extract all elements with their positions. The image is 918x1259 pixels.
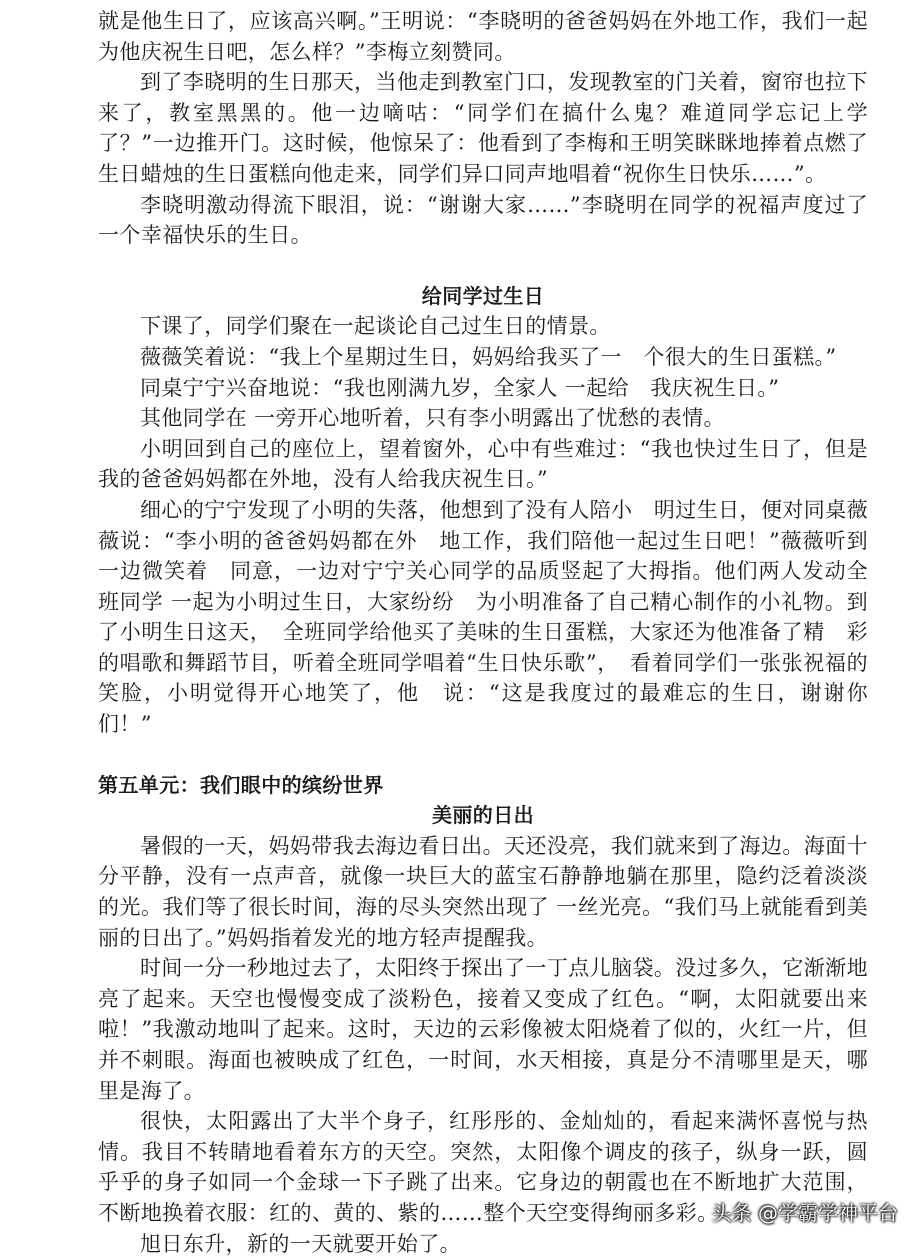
- paragraph: 很快，太阳露出了大半个身子，红彤彤的、金灿灿的，看起来满怀喜悦与热情。我目不转睛地看着东方的天空。突然，太阳像个调皮的孩子，纵身一跃，圆乎乎的身子如同一个金球一下子跳了出来。它身边的朝霞也在不断地扩大范围，不断地换着衣服：红的、黄的、紫的……整个天空变得绚丽多彩。: [98, 1109, 868, 1225]
- section-title: 给同学过生日: [421, 283, 545, 308]
- paragraph: 旭日东升，新的一天就要开始了。: [140, 1231, 461, 1256]
- spacer: [98, 740, 868, 770]
- paragraph: 同桌宁宁兴奋地说：“我也刚满九岁，全家人 一起给 我庆祝生日。”: [140, 375, 780, 400]
- paragraph: 时间一分一秒地过去了，太阳终于探出了一丁点儿脑袋。没过多久，它渐渐地亮了起来。天空也慢慢变成了淡粉色，接着又变成了红色。“啊，太阳就要出来啦！”我激动地叫了起来。这时，天边的云彩像被太阳烧着了似的，火红一片，但并不刺眼。海面也被映成了红色，一时间，水天相接，真是分不清哪里是天，哪里是海了。: [98, 956, 868, 1103]
- paragraph: 薇薇笑着说：“我上个星期过生日，妈妈给我买了一 个很大的生日蛋糕。”: [140, 344, 837, 369]
- paragraph: 其他同学在 一旁开心地听着，只有李小明露出了忧愁的表情。: [140, 406, 725, 431]
- paragraph: 小明回到自己的座位上，望着窗外，心中有些难过：“我也快过生日了，但是我的爸爸妈妈都在外地，没有人给我庆祝生日。”: [98, 436, 868, 492]
- paragraph: 细心的宁宁发现了小明的失落，他想到了没有人陪小 明过生日，便对同桌薇薇说：“李小明的爸爸妈妈都在外 地工作，我们陪他一起过生日吧！”薇薇听到一边微笑着 同意，一边对宁宁关心同学的品质竖起了大拇指。他们两人发动全班同学 一起为小明过生日，大家纷纷 为小明准备了自己精心制作的小礼物。到了小明生日这天， 全班同学给他买了美味的生日蛋糕，大家还为他准备了精 彩的唱歌和舞蹈节目，听着全班同学唱着“生日快乐歌”， 看着同学们一张张祝福的笑脸，小明觉得开心地笑了，他 说：“这是我度过的最难忘的生日，谢谢你们！”: [98, 497, 868, 737]
- watermark: 头条 @学霸学神平台: [711, 1201, 898, 1225]
- paragraph: 就是他生日了，应该高兴啊。”王明说：“李晓明的爸爸妈妈在外地工作，我们一起为他庆祝生日吧，怎么样？”李梅立刻赞同。: [98, 9, 868, 64]
- paragraph: 下课了，同学们聚在一起谈论自己过生日的情景。: [140, 314, 611, 339]
- paragraph: 暑假的一天，妈妈带我去海边看日出。天还没亮，我们就来到了海边。海面十分平静，没有一点声音，就像一块巨大的蓝宝石静静地躺在那里，隐约泛着淡淡的光。我们等了很长时间，海的尽头突然出现了 一丝光亮。“我们马上就能看到美丽的日出了。”妈妈指着发光的地方轻声提醒我。: [98, 833, 868, 950]
- spacer: [98, 251, 868, 281]
- unit-heading: 第五单元：我们眼中的缤纷世界: [98, 772, 384, 797]
- paragraph: 到了李晓明的生日那天，当他走到教室门口，发现教室的门关着，窗帘也拉下来了，教室黑黑的。他一边嘀咕：“同学们在搞什么鬼？难道同学忘记上学了？”一边推开门。这时候，他惊呆了：他看到了李梅和王明笑眯眯地捧着点燃了生日蜡烛的生日蛋糕向他走来，同学们异口同声地唱着“祝你生日快乐……”。: [98, 70, 868, 186]
- document-page: [98, 6, 868, 1259]
- paragraph: 李晓明激动得流下眼泪，说：“谢谢大家……”李晓明在同学的祝福声度过了一个幸福快乐的生日。: [98, 192, 868, 248]
- section-title: 美丽的日出: [432, 803, 534, 828]
